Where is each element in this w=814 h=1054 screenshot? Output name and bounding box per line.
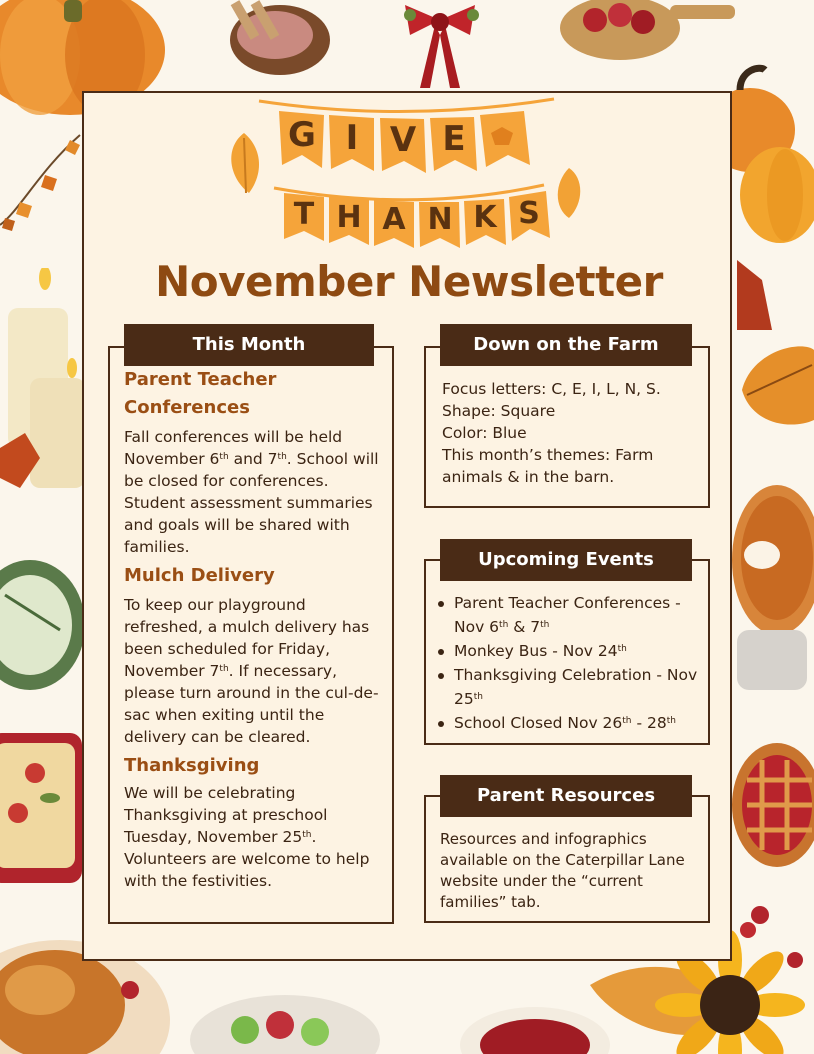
farm-line: Color: Blue (442, 424, 527, 442)
casserole-illustration (0, 728, 85, 893)
farm-header: Down on the Farm (440, 324, 692, 366)
give-thanks-banner (84, 93, 734, 263)
this-month-header: This Month (124, 324, 374, 366)
banner-letter: N (427, 202, 453, 237)
newsletter-card (82, 91, 732, 961)
event-item: Parent Teacher Conferences - Nov 6th & 7th (436, 591, 702, 639)
event-item: Monkey Bus - Nov 24th (436, 639, 702, 663)
farm-line: This month’s themes: Farm animals & in the barn. (442, 446, 654, 486)
salad-bowl-illustration (185, 990, 385, 1054)
event-item: Thanksgiving Celebration - Nov 25th (436, 663, 702, 711)
events-header: Upcoming Events (440, 539, 692, 581)
banner-letter: K (473, 200, 497, 235)
farm-line: Shape: Square (442, 402, 556, 420)
banner-letter: G (288, 115, 316, 155)
events-list (436, 591, 702, 735)
resources-body: Resources and infographics available on the Caterpillar Lane website under the “current families” tab. (440, 830, 685, 911)
section-heading: Mulch Delivery (124, 565, 275, 586)
green-plate-illustration (0, 555, 85, 695)
event-item: School Closed Nov 26th - 28th (436, 711, 702, 735)
section-body: We will be celebrating Thanksgiving at preschool Tuesday, November 25th. Volunteers are welcome to help with the festivities. (124, 784, 370, 890)
section-heading: Parent Teacher Conferences (124, 369, 277, 418)
banner-letter: A (382, 202, 406, 237)
banner-letter: V (389, 120, 417, 160)
cranberry-spoon-illustration (555, 0, 735, 65)
autumn-leaves-right-illustration (732, 250, 814, 450)
farm-line: Focus letters: C, E, I, L, N, S. (442, 380, 661, 398)
banner-letter: S (518, 196, 540, 231)
cherry-pie-illustration (732, 740, 814, 870)
banner-letter: H (336, 200, 362, 235)
banner-letter: I (345, 118, 359, 158)
candles-illustration (0, 268, 85, 528)
page-title: November Newsletter (155, 257, 663, 306)
pie-right-illustration (732, 480, 814, 710)
section-body: To keep our playground refreshed, a mulch delivery has been scheduled for Friday, November 7th. If necessary, please turn around in the cul-de-sac when exiting until the delivery can be cleared. (124, 596, 379, 746)
leaf-garland-illustration (0, 130, 85, 250)
ribbon-bow-illustration (385, 0, 495, 90)
events-box (424, 559, 710, 745)
section-heading: Thanksgiving (124, 755, 260, 776)
this-month-box (108, 346, 394, 924)
farm-box (424, 346, 710, 508)
banner-letter: E (442, 119, 466, 159)
meat-plate-illustration (220, 0, 340, 80)
resources-header: Parent Resources (440, 775, 692, 817)
banner-letter: T (293, 197, 315, 232)
section-body: Fall conferences will be held November 6th and 7th. School will be closed for conferences. Student assessment summaries and goals will be shared with families. (124, 428, 379, 556)
